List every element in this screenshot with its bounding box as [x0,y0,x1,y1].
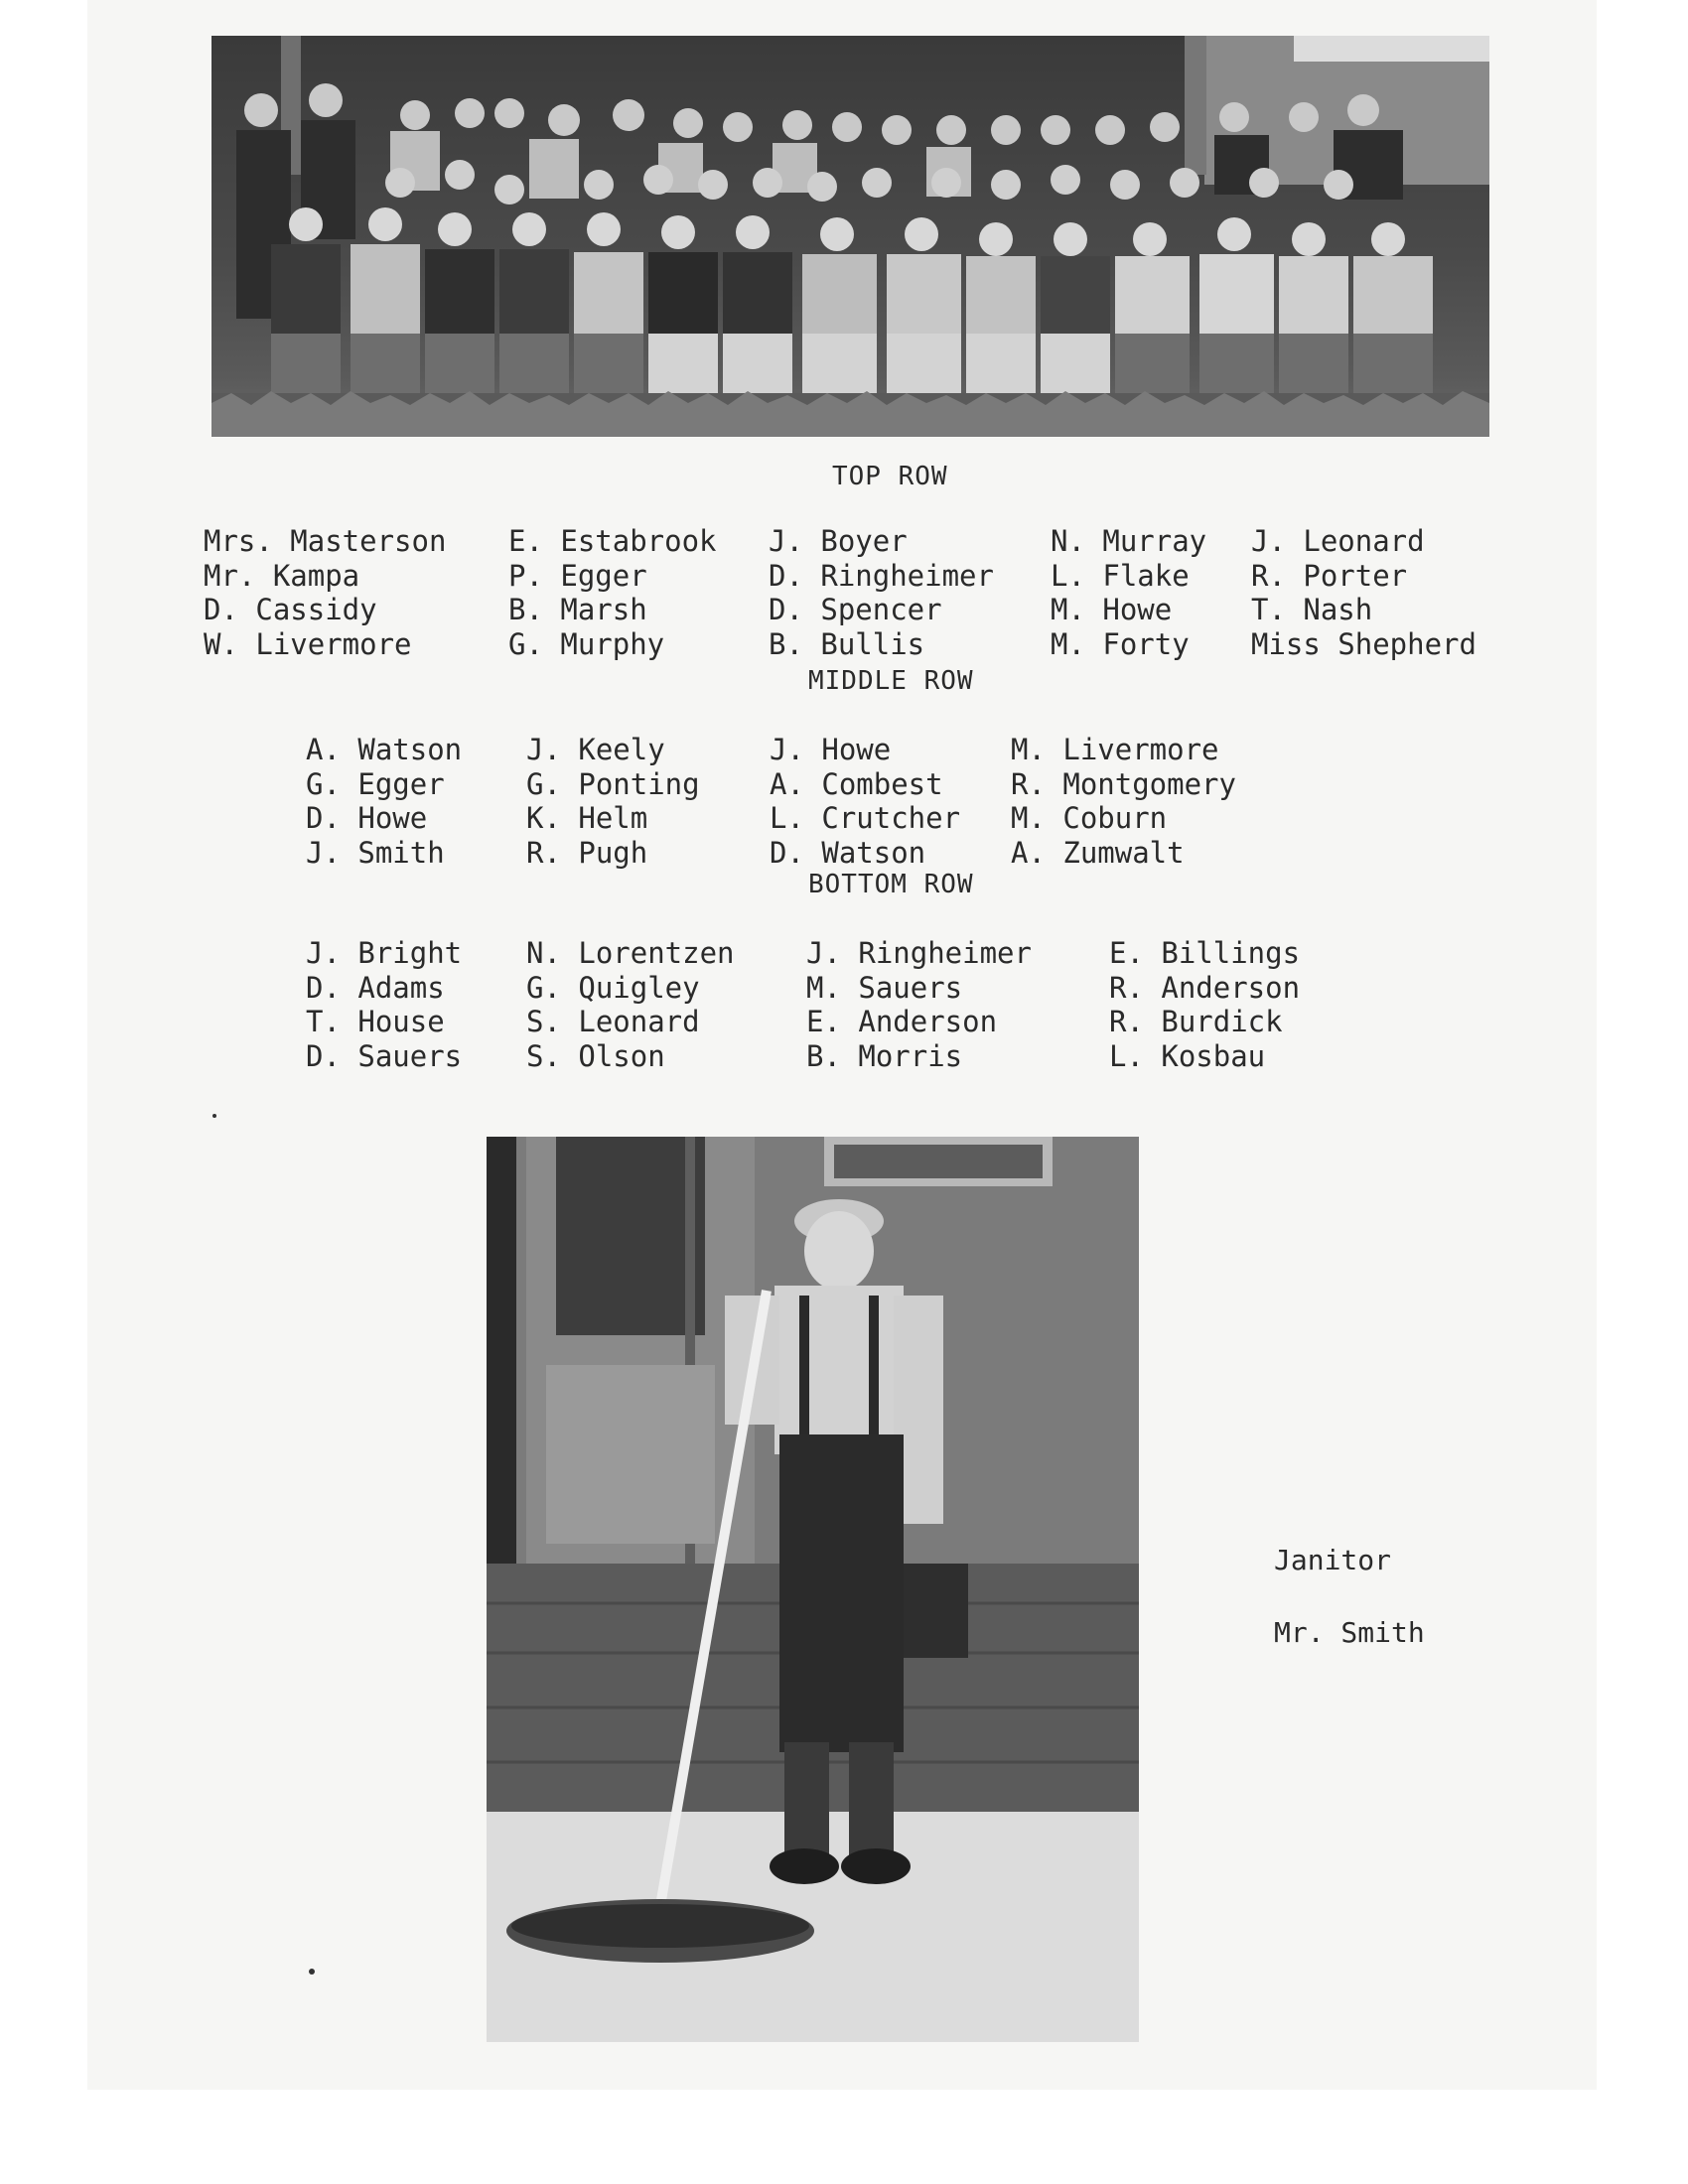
name-entry: J. Howe [770,733,892,766]
name-entry: E. Billings [1109,936,1301,970]
name-entry: G. Quigley [526,970,700,1005]
bottom-row-column-3 [806,936,1032,1073]
name-entry: R. Montgomery [1011,766,1236,801]
name-entry: B. Marsh [508,593,647,626]
name-entry: D. Watson [770,835,926,870]
bottom-row-column-2 [526,936,735,1073]
name-entry: D. Adams [306,970,445,1005]
name-entry: S. Olson [526,1038,665,1073]
middle-row-column-1 [306,733,462,870]
bottom-row-column-1 [306,936,462,1073]
name-entry: M. Forty [1051,626,1190,661]
name-entry: B. Bullis [769,626,925,661]
name-entry: Mrs. Masterson [204,524,447,558]
top-row-column-4 [1051,524,1206,661]
name-entry: A. Watson [306,733,463,766]
name-entry: M. Coburn [1011,801,1168,835]
middle-row-column-3 [770,733,960,870]
middle-row-column-2 [526,733,700,870]
name-entry: J. Leonard [1251,524,1425,558]
name-entry: J. Smith [306,835,445,870]
top-row-column-5 [1251,524,1477,661]
bottom-row-column-4 [1109,936,1300,1073]
middle-row-heading: MIDDLE ROW [808,666,974,696]
name-entry: T. House [306,1005,445,1038]
name-entry: L. Crutcher [770,801,961,835]
name-entry: P. Egger [508,558,647,593]
name-entry: T. Nash [1251,593,1373,626]
name-entry: E. Estabrook [508,524,717,558]
name-entry: B. Morris [806,1038,963,1073]
bottom-row-heading: BOTTOM ROW [808,870,974,899]
group-class-photo [211,36,1489,437]
name-entry: G. Murphy [508,626,665,661]
name-entry: L. Flake [1051,558,1190,593]
name-entry: D. Howe [306,801,428,835]
group-photo-image [211,36,1489,437]
name-entry: R. Porter [1251,558,1408,593]
top-row-column-3 [769,524,994,661]
name-entry: J. Keely [526,733,665,766]
janitor-photo-image [487,1137,1139,2042]
name-entry: M. Sauers [806,970,963,1005]
paper-speck [212,1114,216,1118]
name-entry: K. Helm [526,801,648,835]
name-entry: N. Murray [1051,524,1207,558]
name-entry: D. Sauers [306,1038,463,1073]
name-entry: D. Spencer [769,593,942,626]
name-entry: D. Ringheimer [769,558,994,593]
name-entry: M. Howe [1051,593,1173,626]
name-entry: R. Burdick [1109,1005,1283,1038]
name-entry: G. Egger [306,766,445,801]
name-entry: L. Kosbau [1109,1038,1266,1073]
name-entry: Mr. Kampa [204,558,360,593]
name-entry: S. Leonard [526,1005,700,1038]
middle-row-column-4 [1011,733,1236,870]
name-entry: E. Anderson [806,1005,998,1038]
top-row-column-2 [508,524,717,661]
name-entry: J. Boyer [769,524,908,558]
name-entry: M. Livermore [1011,733,1219,766]
name-entry: N. Lorentzen [526,936,735,970]
janitor-name: Mr. Smith [1274,1616,1425,1649]
janitor-title: Janitor [1274,1544,1392,1576]
janitor-photo [487,1137,1139,2042]
name-entry: W. Livermore [204,626,412,661]
paper-speck [309,1969,315,1975]
name-entry: R. Pugh [526,835,648,870]
name-entry: D. Cassidy [204,593,377,626]
name-entry: A. Combest [770,766,943,801]
name-entry: R. Anderson [1109,970,1301,1005]
name-entry: J. Ringheimer [806,936,1032,970]
top-row-column-1 [204,524,446,661]
name-entry: Miss Shepherd [1251,626,1477,661]
top-row-heading: TOP ROW [832,462,948,491]
name-entry: J. Bright [306,936,463,970]
name-entry: A. Zumwalt [1011,835,1185,870]
name-entry: G. Ponting [526,766,700,801]
